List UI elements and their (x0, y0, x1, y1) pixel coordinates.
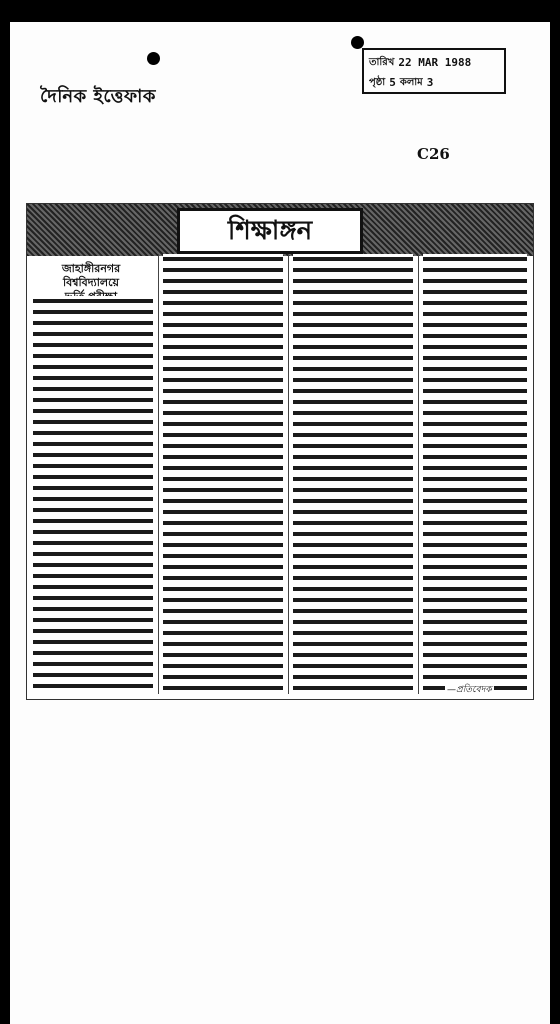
article-column-4 (423, 254, 527, 694)
stamp-date-value: 22 MAR 1988 (398, 56, 472, 69)
stamp-date-row (369, 53, 499, 73)
stamp-page-value: 5 (389, 76, 396, 89)
section-title: শিক্ষাঙ্গন (177, 208, 363, 254)
column-divider (418, 254, 419, 694)
column-divider (158, 254, 159, 694)
article-column-1 (33, 296, 153, 694)
stamp-column-value: 3 (426, 76, 434, 89)
stamp-page-row (369, 73, 499, 93)
headline-line-1: জাহাঙ্গীরনগর বিশ্ববিদ্যালয়ে (61, 262, 121, 289)
column-divider (288, 254, 289, 694)
date-stamp (362, 48, 506, 94)
section-banner (27, 204, 533, 256)
stamp-page-label: পৃষ্ঠা (369, 77, 386, 88)
article-column-2 (163, 254, 283, 694)
stamp-column-label: কলাম (399, 77, 423, 88)
stamp-date-label: তারিখ (369, 57, 395, 68)
byline: —প্রতিবেদক (445, 682, 494, 697)
page-number: C26 (417, 145, 450, 163)
newspaper-clipping (26, 203, 534, 700)
newspaper-name: দৈনিক ইত্তেফাক (40, 86, 156, 107)
punch-hole (147, 52, 160, 65)
article-column-3 (293, 254, 413, 694)
